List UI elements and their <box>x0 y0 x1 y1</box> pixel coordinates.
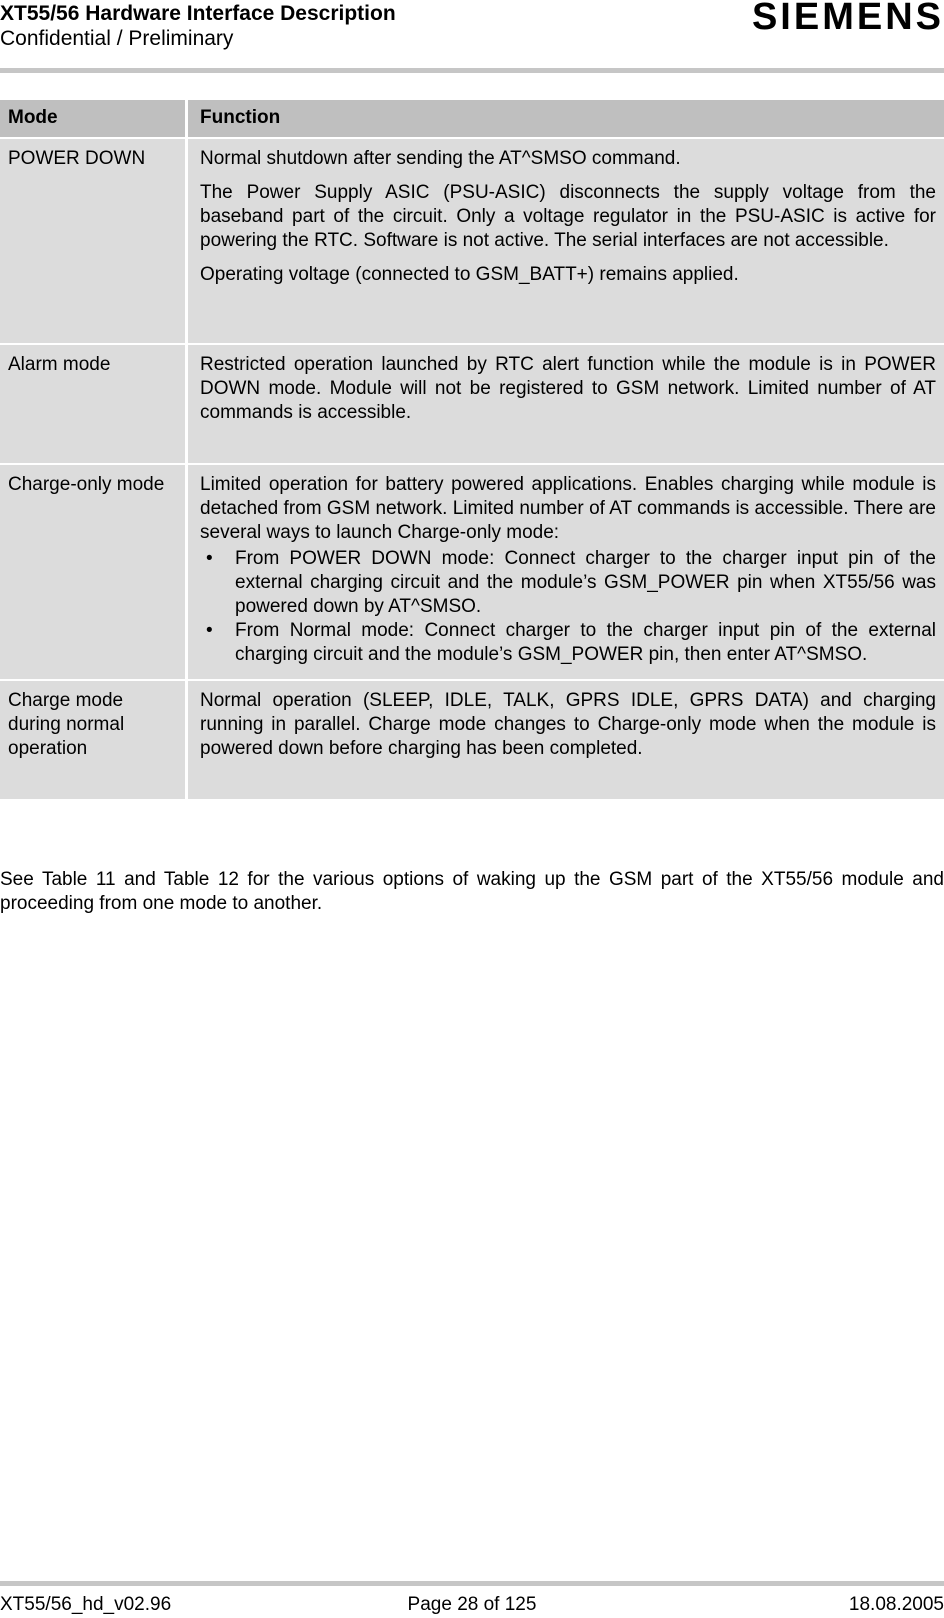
table-row-charge-mode-normal <box>0 681 944 799</box>
function-cell <box>188 681 944 799</box>
footer-doc-id: XT55/56_hd_v02.96 <box>0 1594 172 1615</box>
siemens-logo: SIEMENS <box>751 0 944 38</box>
function-cell <box>188 139 944 343</box>
table-header-row <box>0 100 944 137</box>
footer-page-number: Page 28 of 125 <box>407 1594 537 1615</box>
function-paragraph: Restricted operation launched by RTC alert function while the module is in POWER DOWN mode. Module will not be registered to GSM network. Limited number of AT commands is accessible. <box>200 354 936 423</box>
list-item: • From Normal mode: Connect charger to the charger input pin of the external charging circuit and the module’s GSM_POWER pin, then enter AT^SMSO. <box>200 619 936 667</box>
function-paragraph: Limited operation for battery powered applications. Enables charging while module is detached from GSM network. Limited number of AT commands is accessible. There are several ways to launch Charge-only mode: <box>200 474 936 543</box>
mode-cell: POWER DOWN <box>0 139 188 343</box>
function-paragraph: The Power Supply ASIC (PSU-ASIC) disconnects the supply voltage from the baseband part of the circuit. Only a voltage regulator in the PSU-ASIC is active for powering the RTC. Software is not active. The serial interfaces are not accessible. <box>200 182 936 251</box>
function-cell <box>188 345 944 463</box>
table-reference-note: See Table 11 and Table 12 for the various options of waking up the GSM part of the XT55/56 module and proceeding from one mode to another. <box>0 869 944 914</box>
mode-cell: Charge mode during normal operation <box>0 681 188 799</box>
table-row-charge-only-mode <box>0 465 944 679</box>
footer-rule <box>0 1581 944 1586</box>
table-row-alarm-mode <box>0 345 944 463</box>
mode-cell: Charge-only mode <box>0 465 188 679</box>
document-subtitle: Confidential / Preliminary <box>0 27 234 50</box>
table-row-power-down <box>0 139 944 343</box>
function-paragraph: Normal shutdown after sending the AT^SMSO command. <box>200 148 681 169</box>
function-paragraph: Normal operation (SLEEP, IDLE, TALK, GPRS IDLE, GPRS DATA) and charging running in parallel. Charge mode changes to Charge-only mode when the module is powered down before charging has been completed. <box>200 690 936 759</box>
footer-date: 18.08.2005 <box>848 1594 944 1615</box>
header-rule <box>0 68 944 73</box>
function-paragraph: Operating voltage (connected to GSM_BATT+) remains applied. <box>200 264 739 285</box>
column-header-mode: Mode <box>0 100 188 137</box>
modes-table <box>0 100 944 799</box>
column-header-function: Function <box>200 107 281 128</box>
function-cell <box>188 465 944 679</box>
mode-cell: Alarm mode <box>0 345 188 463</box>
document-title: XT55/56 Hardware Interface Description <box>0 2 396 25</box>
charge-only-options-list <box>200 547 936 667</box>
list-item: • From POWER DOWN mode: Connect charger to the charger input pin of the external charging circuit and the module’s GSM_POWER pin when XT55/56 was powered down by AT^SMSO. <box>200 547 936 619</box>
